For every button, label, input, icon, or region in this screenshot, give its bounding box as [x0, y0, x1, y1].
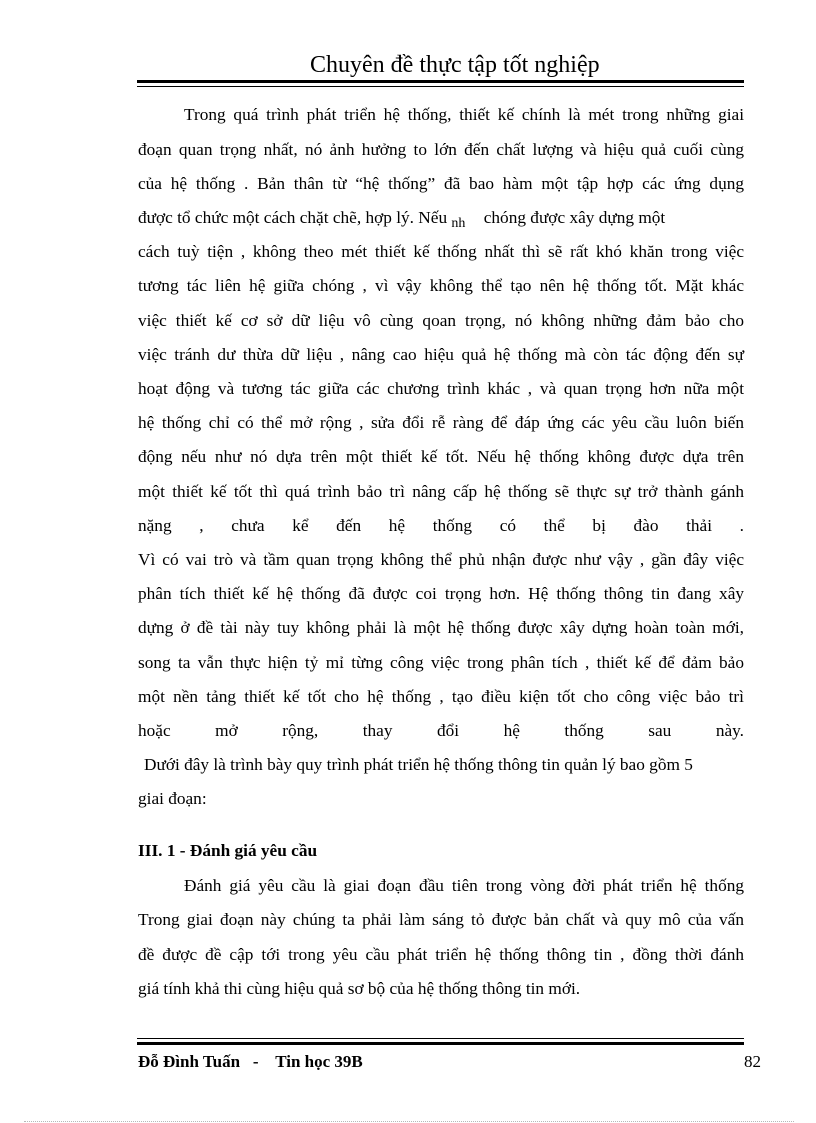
text-line: Trong quá trình phát triển hệ thống, thiết kế chính là mét trong những giai [184, 105, 744, 124]
text-line: một thiết kế tốt thì quá trình bảo trì nâng cấp hệ thống sẽ thực sự trở thành gánh [138, 482, 744, 501]
text-line: một nền tảng thiết kế tốt cho hệ thống , tạo điều kiện tốt cho công việc bảo trì [138, 687, 744, 706]
text-line: hệ thống chỉ có thể mở rộng , sửa đổi rễ ràng để đáp ứng các yêu cầu luôn biến [138, 413, 744, 432]
text-line: giá tính khả thi cùng hiệu quả sơ bộ của hệ thống thông tin mới. [138, 979, 581, 998]
subscript-text: nh [451, 216, 466, 231]
text-line: Đánh giá yêu cầu là giai đoạn đầu tiên trong vòng đời phát triển hệ thống [184, 876, 744, 895]
text-line: đề được đề cập tới trong yêu cầu phát triển hệ thống thông tin , đồng thời đánh [138, 945, 744, 964]
text-line: hoạt động và tương tác giữa các chương trình khác , và quan trọng hơn nữa một [138, 379, 744, 398]
text-line: động nếu như nó dựa trên một thiết kế tốt. Nếu hệ thống không được dựa trên [138, 447, 744, 466]
footer-rule-thin [137, 1038, 744, 1039]
text-line: cách tuỳ tiện , không theo mét thiết kế thống nhất thì sẽ rất khó khăn trong việc [138, 242, 744, 261]
text-line: việc tránh dư thừa dữ liệu , nâng cao hiệu quả hệ thống mà còn tác động đến sự [138, 345, 744, 364]
text-line: Trong giai đoạn này chúng ta phải làm sáng tỏ được bản chất và quy mô của vấn [138, 910, 744, 929]
section-heading: III. 1 - Đánh giá yêu cầu [138, 841, 318, 860]
footer-separator: - [252, 1052, 259, 1071]
footer-rule-thick [137, 1042, 744, 1045]
text-segment: được tổ chức một cách chặt chẽ, hợp lý. Nếu [138, 208, 448, 227]
text-line: Dưới đây là trình bày quy trình phát triển hệ thống thông tin quản lý bao gồm 5 [144, 755, 693, 774]
text-line: đoạn quan trọng nhất, nó ảnh hưởng to lớn đến chất lượng và hiệu quả cuối cùng [138, 140, 744, 159]
text-line-with-subscript [138, 206, 744, 236]
footer-author-line [138, 1050, 363, 1074]
header-rule-thin [137, 86, 744, 87]
text-segment: chóng được xây dựng một [483, 208, 666, 227]
text-line: giai đoạn: [138, 789, 207, 808]
page-bottom-dotted-edge [24, 1121, 794, 1122]
footer-author: Đỗ Đình Tuấn [138, 1052, 241, 1071]
text-line: tương tác liên hệ giữa chóng , vì vậy không thể tạo nên hệ thống tốt. Mặt khác [138, 276, 744, 295]
header-rule-thick [137, 80, 744, 83]
page-number: 82 [744, 1052, 761, 1071]
text-line: dựng ở đề tài này tuy không phải là một hệ thống được xây dựng hoàn toàn mới, [138, 618, 744, 637]
text-line: việc thiết kế cơ sở dữ liệu vô cùng qoan trọng, nó không những đảm bảo cho [138, 311, 744, 330]
text-line: của hệ thống . Bản thân từ “hệ thống” đã bao hàm một tập hợp các ứng dụng [138, 174, 744, 193]
footer-class: Tin học 39B [275, 1052, 363, 1071]
text-line: nặng , chưa kể đến hệ thống có thể bị đào thải . [138, 516, 744, 535]
text-line: song ta vẫn thực hiện tỷ mỉ từng công việc trong phân tích , thiết kế để đảm bảo [138, 653, 744, 672]
page-header-title: Chuyên đề thực tập tốt nghiệp [310, 52, 600, 78]
text-line: hoặc mở rộng, thay đổi hệ thống sau này. [138, 721, 744, 740]
text-line: Vì có vai trò và tầm quan trọng không thể phủ nhận được như vậy , gần đây việc [138, 550, 744, 569]
text-line: phân tích thiết kế hệ thống đã được coi trọng hơn. Hệ thống thông tin đang xây [138, 584, 744, 603]
